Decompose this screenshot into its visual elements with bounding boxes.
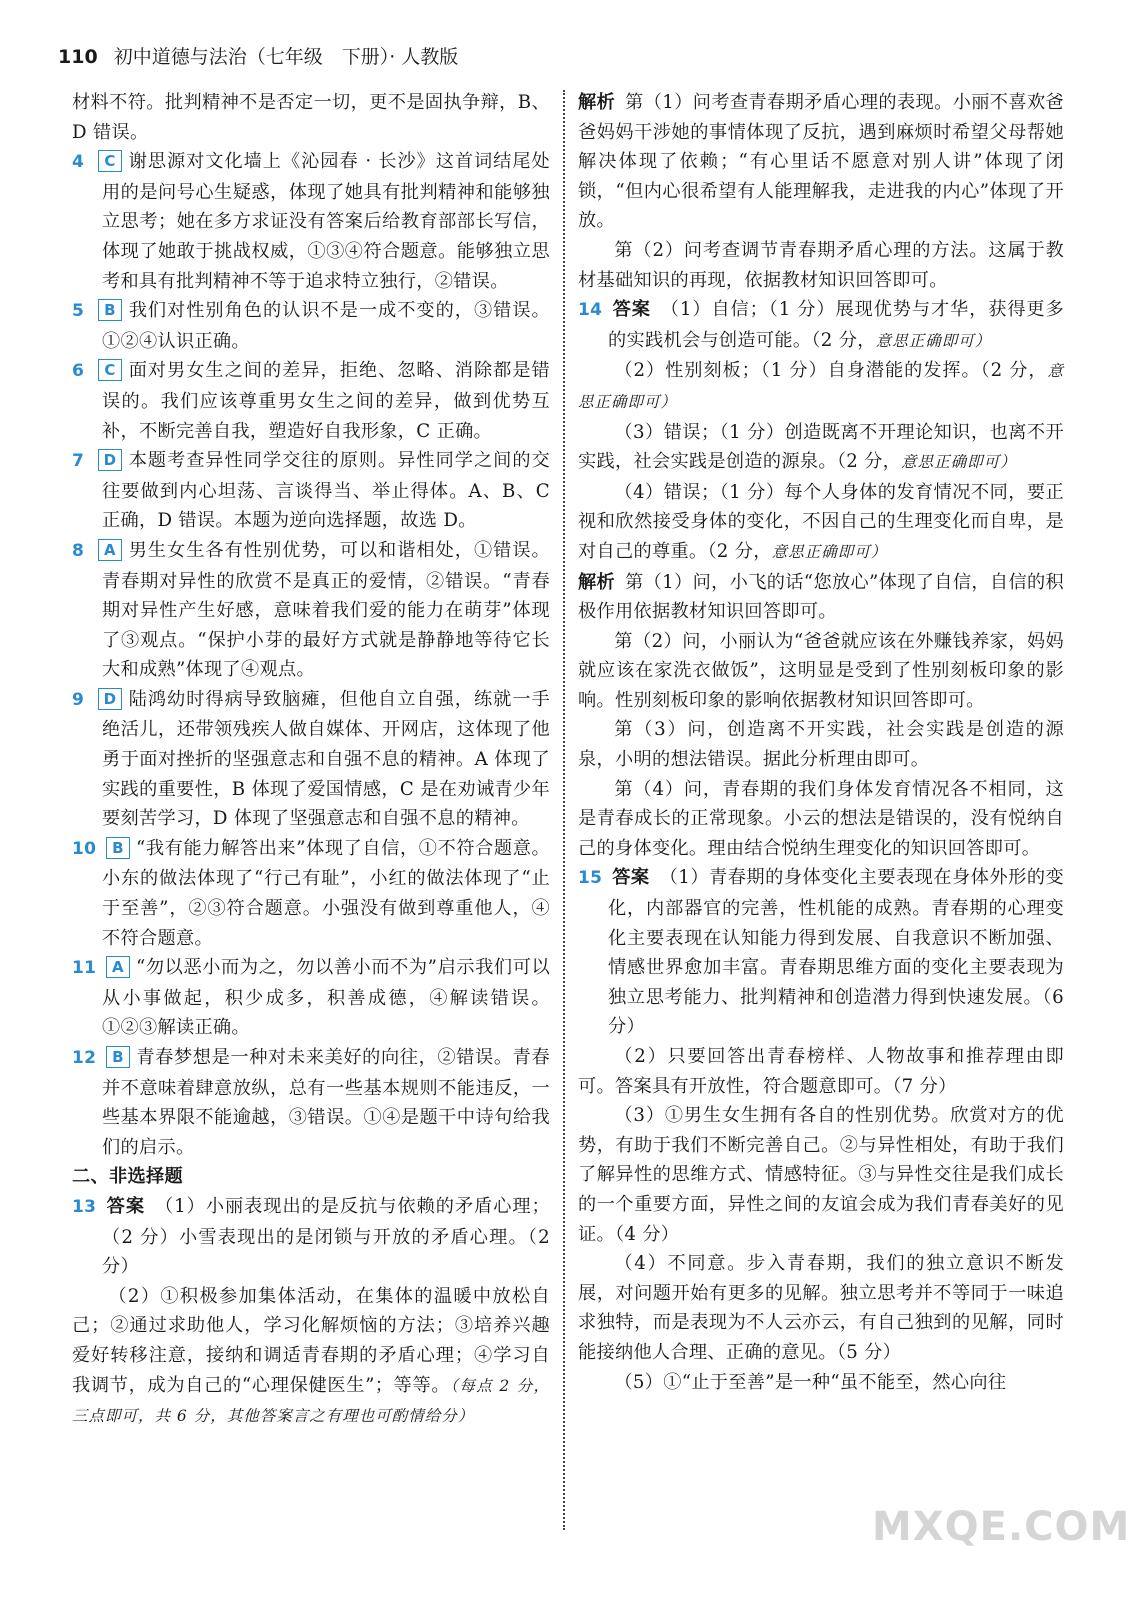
column-divider <box>563 90 565 1530</box>
question-number: 6 <box>72 361 85 382</box>
question-14-answer-1: 14 答案 （1）自信；（1 分）展现优势与才华，获得更多的实践机会与创造可能。（2 分，意思正确即可） <box>578 295 1064 356</box>
question-number: 8 <box>72 540 85 561</box>
q13-analysis-1: 解析 第（1）问考查青春期矛盾心理的表现。小丽不喜欢爸爸妈妈干涉她的事情体现了反抗，遇到麻烦时希望父母帮她解决体现了依赖；“有心里话不愿意对别人讲”体现了闭锁，“但内心很希望有人能理解我，走进我的内心”体现了开放。 <box>578 92 1064 232</box>
section-title: 二、非选择题 <box>72 1166 183 1188</box>
question-14-answer-4: （4）错误；（1 分）每个人身体的发育情况不同，要正视和欣然接受身体的变化，不因自己的生理变化而自卑，是对自己的尊重。（2 分，意思正确即可） <box>578 481 1064 562</box>
left-column <box>72 88 550 1432</box>
question-item-12 <box>72 1043 550 1162</box>
answer-label: 答案 <box>612 867 650 889</box>
question-15-answer-5: （5）①“止于至善”是一种“虽不能至，然心向往 <box>614 1371 1007 1393</box>
question-15-answer-4: （4）不同意。步入青春期，我们的独立意识不断发展，对问题开始有更多的见解。独立思考并不等同于一味追求独特，而是表现为不人云亦云，有自己独到的见解，同时能接纳他人合理、正确的意见。（5 分） <box>578 1253 1064 1363</box>
answer-box: B <box>106 837 130 859</box>
explanation-text: 男生女生各有性别优势，可以和谐相处，①错误。青春期对异性的欣赏不是真正的爱情，②错误。“青春期对异性产生好感，意味着我们爱的能力在萌芽”体现了③观点。“保护小芽的最好方式就是静静地等待它长大和成熟”体现了④观点。 <box>102 539 550 681</box>
scoring-note: 意思正确即可） <box>875 331 992 350</box>
question-15-answer-3: （3）①男生女生拥有各自的性别优势。欣赏对方的优势，有助于我们不断完善自己。②与异性相处，有助于我们了解异性的思维方式、情感特征。③与异性交往是我们成长的一个重要方面，异性之间的友谊会成为我们青春美好的见证。（4 分） <box>578 1105 1064 1245</box>
q14-analysis-1: 解析 第（1）问，小飞的话“您放心”体现了自信，自信的积极作用依据教材知识回答即可。 <box>578 571 1064 623</box>
question-number: 10 <box>72 838 97 859</box>
question-item-6 <box>72 356 550 446</box>
answer-label: 答案 <box>612 299 651 321</box>
question-13-part-2: （2）①积极参加集体活动，在集体的温暖中放松自己；②通过求助他人，学习化解烦恼的方法；③培养兴趣爱好转移注意，接纳和调适青春期的矛盾心理；④学习自我调节，成为自己的“心理保健医生”；等等。（每点 2 分，三点即可，共 6 分，其他答案言之有理也可酌情给分） <box>72 1285 550 1426</box>
answer-box: D <box>98 449 122 471</box>
question-item-9 <box>72 685 550 834</box>
scoring-note: 意思正确即可） <box>771 542 888 561</box>
question-number: 5 <box>72 301 85 322</box>
q14-analysis-4: 第（4）问，青春期的我们身体发育情况各不相同，这是青春成长的正常现象。小云的想法是错误的，没有悦纳自己的身体变化。理由结合悦纳生理变化的知识回答即可。 <box>578 778 1064 859</box>
question-number: 15 <box>578 868 603 889</box>
explanation-text: 青春梦想是一种对未来美好的向往，②错误。青春并不意味着肆意放纵，总有一些基本规则不能违反，一些基本界限不能逾越，③错误。①④是题干中诗句给我们的启示。 <box>102 1047 550 1158</box>
answer-label: 答案 <box>106 1195 145 1217</box>
right-column <box>578 88 1064 1397</box>
answer-box: C <box>98 359 122 381</box>
scoring-note: 意思正确即可） <box>578 362 1064 411</box>
answer-box: A <box>106 956 130 978</box>
answer-box: B <box>106 1046 130 1068</box>
scoring-note: （每点 2 分，三点即可，共 6 分，其他答案言之有理也可酌情给分） <box>72 1376 550 1426</box>
question-14-answer-3: （3）错误；（1 分）创造既离不开理论知识，也离不开实践，社会实践是创造的源泉。（2 分，意思正确即可） <box>578 421 1064 473</box>
question-13-answer <box>72 1192 550 1282</box>
question-15-answer-1: 15 答案 （1）青春期的身体变化主要表现在身体外形的变化，内部器官的完善，性机能的成熟。青春期的心理变化主要表现在认知能力得到发展、自我意识不断加强、情感世界愈加丰富。青春期思维方面的变化主要表现为独立思考能力、批判精神和创造潜力得到快速发展。（6 分） <box>578 863 1064 1042</box>
answer-part-1: （1）小丽表现出的是反抗与依赖的矛盾心理；（2 分）小雪表现出的是闭锁与开放的矛盾心理。（2 分） <box>102 1195 550 1278</box>
answer-box: C <box>98 150 122 172</box>
question-item-11 <box>72 953 550 1043</box>
question-item-4 <box>72 147 550 296</box>
answer-box: A <box>98 539 122 561</box>
explanation-text: 本题考查异性同学交往的原则。异性同学之间的交往要做到内心坦荡、言谈得当、举止得体。A、B、C 正确，D 错误。本题为逆向选择题，故选 D。 <box>102 450 550 532</box>
question-number: 7 <box>72 451 85 472</box>
question-item-5 <box>72 296 550 356</box>
explanation-text: “勿以恶小而为之，勿以善小而不为”启示我们可以从小事做起，积少成多，积善成德，④解读错误。①②③解读正确。 <box>102 957 550 1039</box>
intro-paragraph: 材料不符。批判精神不是否定一切，更不是固执争辩，B、D 错误。 <box>72 92 550 143</box>
page-number: 110 <box>58 46 98 68</box>
question-number: 14 <box>578 300 603 321</box>
scoring-note: 意思正确即可） <box>901 453 1017 472</box>
analysis-label: 解析 <box>578 92 616 113</box>
watermark-logo: MXQE.COM <box>872 1504 1130 1550</box>
q13-analysis-2: 第（2）问考查调节青春期矛盾心理的方法。这属于教材基础知识的再现，依据教材知识回答即可。 <box>578 239 1064 291</box>
answer-box: D <box>98 688 122 710</box>
question-item-8 <box>72 536 550 685</box>
question-item-10 <box>72 834 550 953</box>
q14-analysis-2: 第（2）问，小丽认为“爸爸就应该在外赚钱养家，妈妈就应该在家洗衣做饭”，这明显是受到了性别刻板印象的影响。性别刻板印象的影响依据教材知识回答即可。 <box>578 630 1064 711</box>
explanation-text: “我有能力解答出来”体现了自信，①不符合题意。小东的做法体现了“行己有耻”，小红的做法体现了“止于至善”，②③符合题意。小强没有做到尊重他人，④不符合题意。 <box>102 837 550 949</box>
question-number: 9 <box>72 689 85 710</box>
question-number: 12 <box>72 1048 97 1068</box>
explanation-text: 面对男女生之间的差异，拒绝、忽略、消除都是错误的。我们应该尊重男女生之间的差异，做到优势互补，不断完善自我，塑造好自我形象，C 正确。 <box>102 360 550 442</box>
explanation-text: 我们对性别角色的认识不是一成不变的，③错误。①②④认识正确。 <box>102 300 550 352</box>
explanation-text: 谢思源对文化墙上《沁园春 · 长沙》这首词结尾处用的是问号心生疑惑，体现了她具有批判精神和能够独立思考；她在多方求证没有答案后给教育部部长写信，体现了她敢于挑战权威，①③④符合题意。能够独立思考和具有批判精神不等于追求特立独行，②错误。 <box>102 151 550 292</box>
book-title: 初中道德与法治（七年级 下册）· 人教版 <box>113 46 459 68</box>
analysis-label: 解析 <box>578 571 616 593</box>
question-15-answer-2: （2）只要回答出青春榜样、人物故事和推荐理由即可。答案具有开放性，符合题意即可。（7 分） <box>578 1046 1064 1097</box>
question-14-answer-2: （2）性别刻板；（1 分）自身潜能的发挥。（2 分，意思正确即可） <box>578 360 1064 411</box>
q14-analysis-3: 第（3）问，创造离不开实践，社会实践是创造的源泉，小明的想法错误。据此分析理由即可。 <box>578 719 1064 771</box>
page-header <box>58 42 458 69</box>
question-number: 13 <box>72 1196 97 1217</box>
question-item-7 <box>72 446 550 536</box>
question-number: 4 <box>72 152 85 173</box>
explanation-text: 陆鸿幼时得病导致脑瘫，但他自立自强，练就一手绝活儿，还带领残疾人做自媒体、开网店，这体现了他勇于面对挫折的坚强意志和自强不息的精神。A 体现了实践的重要性，B 体现了爱国情感，C 是在劝诫青少年要刻苦学习，D 体现了坚强意志和自强不息的精神。 <box>102 688 550 830</box>
answer-box: B <box>98 299 122 321</box>
question-number: 11 <box>72 958 97 979</box>
